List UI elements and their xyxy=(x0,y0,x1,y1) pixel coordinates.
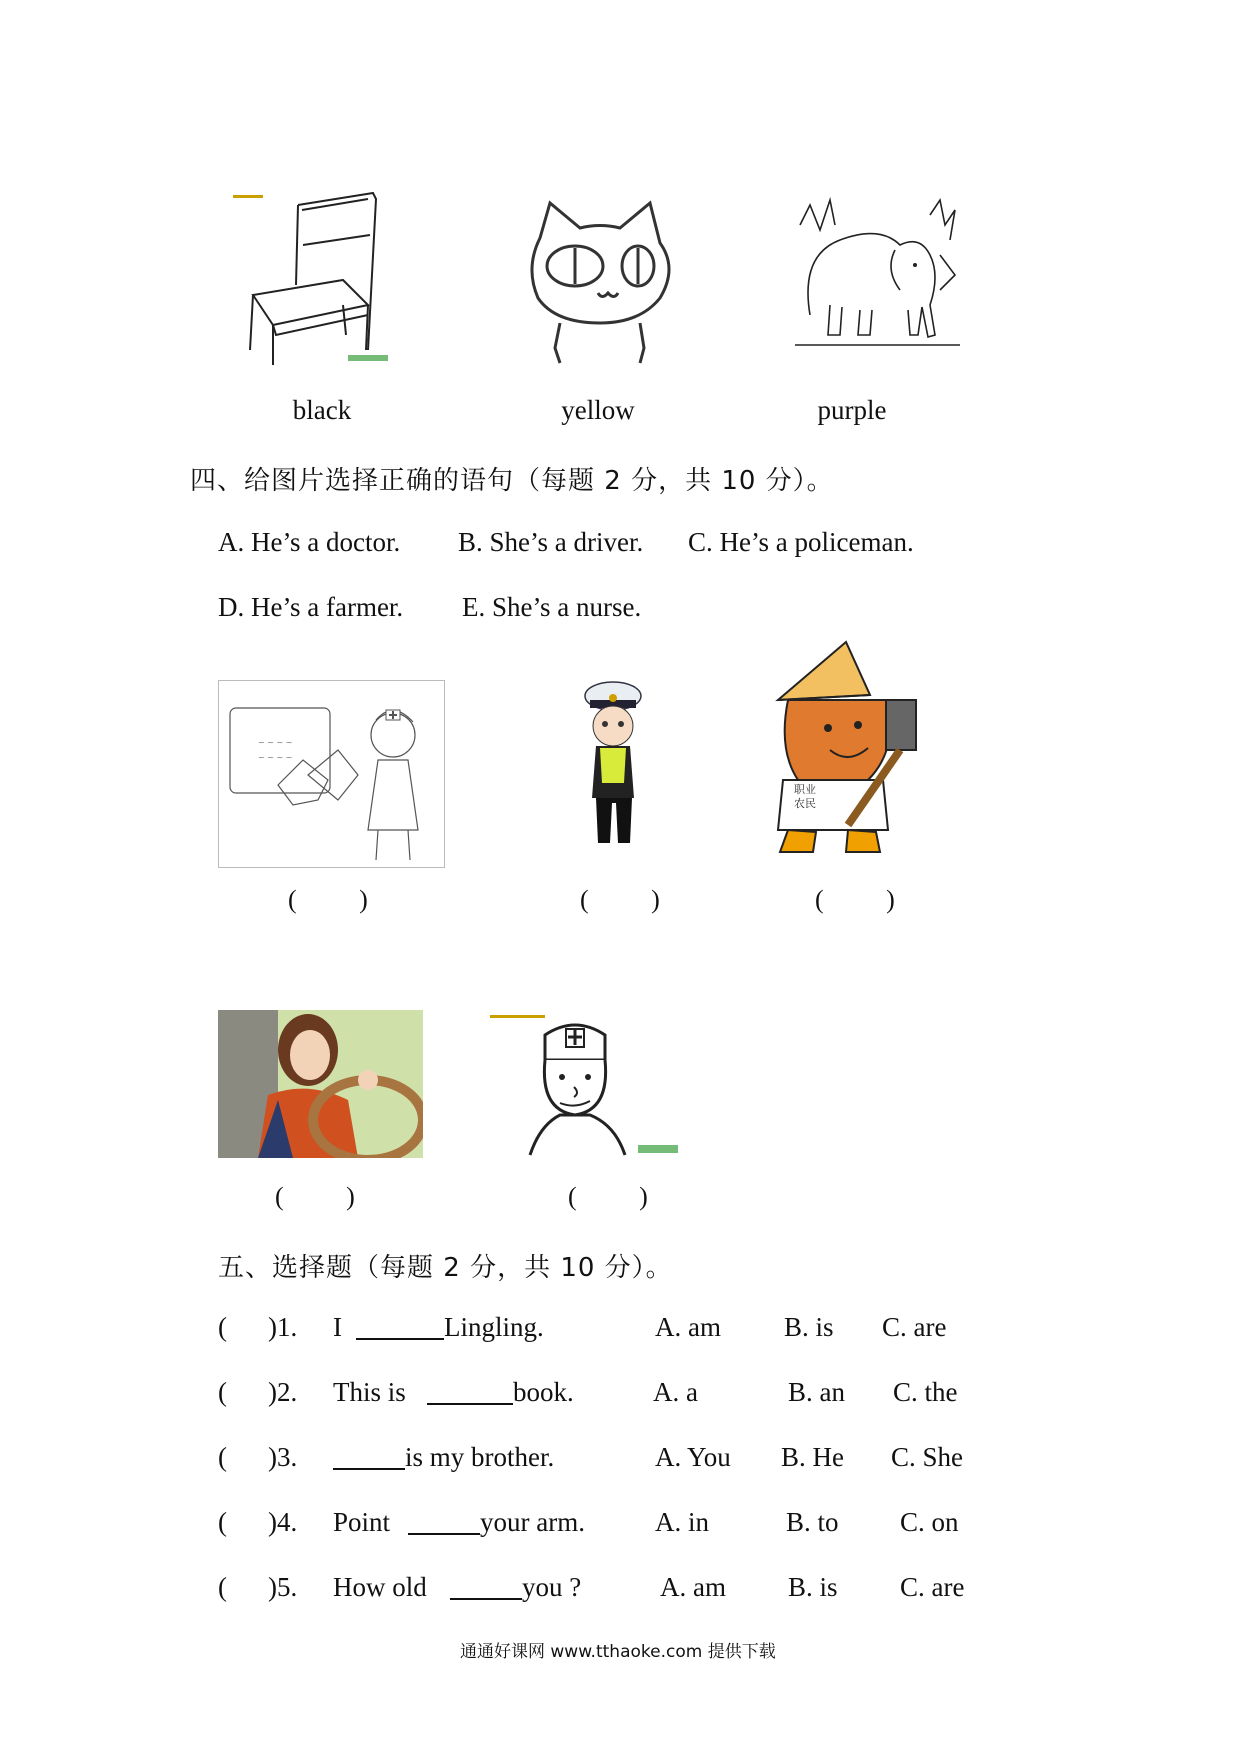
option-e: E. She’s a nurse. xyxy=(462,592,642,622)
question-5-option-c: C. are xyxy=(900,1572,965,1602)
farmer-picture xyxy=(758,640,930,865)
answer-paren-policeman[interactable]: ( ) xyxy=(580,885,688,914)
farmer-badge-line1: 职业 xyxy=(794,783,816,796)
question-4-option-b: B. to xyxy=(786,1507,839,1537)
question-2-number: )2. xyxy=(268,1377,298,1407)
section4-heading: 四、给图片选择正确的语句（每题 2 分，共 10 分）。 xyxy=(190,466,834,496)
question-2-paren[interactable]: ( xyxy=(218,1377,227,1407)
question-2 xyxy=(218,1377,998,1417)
question-3-blank[interactable] xyxy=(333,1442,405,1477)
word-purple: purple xyxy=(817,395,887,425)
question-3-option-b: B. He xyxy=(781,1442,844,1472)
question-2-option-a: A. a xyxy=(653,1377,698,1407)
driver-picture xyxy=(218,1010,423,1158)
question-1-option-b: B. is xyxy=(784,1312,834,1342)
question-1-option-a: A. am xyxy=(655,1312,721,1342)
question-1 xyxy=(218,1312,998,1352)
page-footer: 通通好课网 www.tthaoke.com 提供下载 xyxy=(460,1642,776,1662)
question-4-before: Point xyxy=(333,1507,391,1537)
question-5-blank[interactable] xyxy=(450,1572,522,1607)
question-4-option-c: C. on xyxy=(900,1507,959,1537)
option-d: D. He’s a farmer. xyxy=(218,592,404,622)
question-3-option-a: A. You xyxy=(655,1442,731,1472)
question-5-number: )5. xyxy=(268,1572,298,1602)
farmer-badge-line2: 农民 xyxy=(794,797,816,810)
question-3 xyxy=(218,1442,998,1482)
question-2-option-b: B. an xyxy=(788,1377,845,1407)
question-5-after: you ? xyxy=(522,1572,582,1602)
question-4-number: )4. xyxy=(268,1507,298,1537)
question-1-number: )1. xyxy=(268,1312,298,1342)
question-1-before: I xyxy=(333,1312,342,1342)
chair-picture xyxy=(228,185,418,370)
question-4 xyxy=(218,1507,998,1547)
word-black: black xyxy=(292,395,352,425)
question-4-paren[interactable]: ( xyxy=(218,1507,227,1537)
question-2-after: book. xyxy=(513,1377,574,1407)
question-4-blank[interactable] xyxy=(408,1507,480,1542)
question-1-blank[interactable] xyxy=(356,1312,444,1347)
policeman-picture xyxy=(578,678,648,848)
answer-paren-driver[interactable]: ( ) xyxy=(275,1182,383,1211)
question-5-paren[interactable]: ( xyxy=(218,1572,227,1602)
question-2-blank[interactable] xyxy=(427,1377,513,1412)
question-1-after: Lingling. xyxy=(444,1312,544,1342)
answer-paren-doctor[interactable]: ( ) xyxy=(568,1182,676,1211)
question-1-paren[interactable]: ( xyxy=(218,1312,227,1342)
doctor-picture xyxy=(490,1015,685,1160)
question-3-paren[interactable]: ( xyxy=(218,1442,227,1472)
section5-heading: 五、选择题（每题 2 分，共 10 分）。 xyxy=(218,1253,673,1283)
question-5-option-a: A. am xyxy=(660,1572,726,1602)
question-5-option-b: B. is xyxy=(788,1572,838,1602)
question-4-option-a: A. in xyxy=(655,1507,709,1537)
question-3-number: )3. xyxy=(268,1442,298,1472)
question-1-option-c: C. are xyxy=(882,1312,947,1342)
question-5 xyxy=(218,1572,998,1612)
question-3-option-c: C. She xyxy=(891,1442,964,1472)
question-2-option-c: C. the xyxy=(893,1377,958,1407)
option-c: C. He’s a policeman. xyxy=(688,527,914,557)
cat-picture xyxy=(520,198,680,368)
svg-text:~ ~ ~ ~: ~ ~ ~ ~ xyxy=(258,753,293,762)
word-yellow: yellow xyxy=(561,395,635,425)
question-4-after: your arm. xyxy=(480,1507,585,1537)
answer-paren-nurse[interactable]: ( ) xyxy=(288,885,396,914)
svg-text:~ ~ ~ ~: ~ ~ ~ ~ xyxy=(258,738,293,747)
option-a: A. He’s a doctor. xyxy=(218,527,401,557)
elephant-picture xyxy=(790,195,965,365)
question-3-after: is my brother. xyxy=(405,1442,555,1472)
question-5-before: How old xyxy=(333,1572,427,1602)
question-2-before: This is xyxy=(333,1377,406,1407)
option-b: B. She’s a driver. xyxy=(458,527,644,557)
answer-paren-farmer[interactable]: ( ) xyxy=(815,885,923,914)
nurse-picture xyxy=(218,680,445,868)
